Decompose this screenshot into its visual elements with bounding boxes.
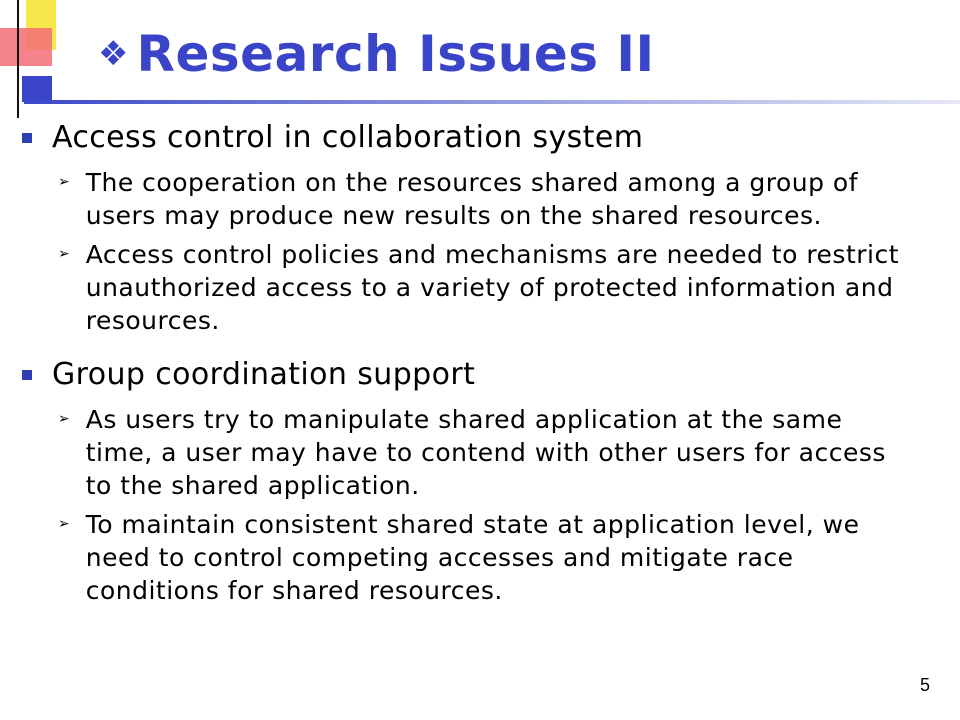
section-group-coordination xyxy=(14,353,914,397)
list-item xyxy=(58,238,914,337)
logo-blue-block xyxy=(22,76,52,102)
section-access-control xyxy=(14,116,914,160)
section-heading: Access control in collaboration system xyxy=(52,120,644,155)
section-heading: Group coordination support xyxy=(52,357,476,392)
slide-header xyxy=(98,14,655,94)
logo-red-block xyxy=(0,28,52,66)
arrow-bullet-icon: ➢ xyxy=(58,411,70,427)
slide-title: Research Issues II xyxy=(136,25,655,83)
arrow-bullet-icon: ➢ xyxy=(58,516,70,532)
point-text: As users try to manipulate shared application at the same time, a user may have to contend with other users for access to the shared application. xyxy=(85,405,886,500)
list-item xyxy=(58,403,914,502)
list-item xyxy=(58,166,914,232)
arrow-bullet-icon: ➢ xyxy=(58,174,70,190)
page-number: 5 xyxy=(919,675,930,695)
point-text: The cooperation on the resources shared among a group of users may produce new results on the shared resources. xyxy=(85,168,859,230)
square-bullet-icon xyxy=(22,370,32,380)
square-bullet-icon xyxy=(22,133,32,143)
logo-vertical-line xyxy=(17,0,19,118)
arrow-bullet-icon: ➢ xyxy=(58,246,70,262)
list-item xyxy=(58,508,914,607)
slide-body xyxy=(14,110,914,607)
point-text: To maintain consistent shared state at application level, we need to control competing accesses and mitigate race conditions for shared resources. xyxy=(85,510,860,605)
diamond-bullet-icon: ❖ xyxy=(98,34,129,74)
point-text: Access control policies and mechanisms are needed to restrict unauthorized access to a variety of protected information and resources. xyxy=(85,240,900,335)
title-underline xyxy=(24,100,960,104)
